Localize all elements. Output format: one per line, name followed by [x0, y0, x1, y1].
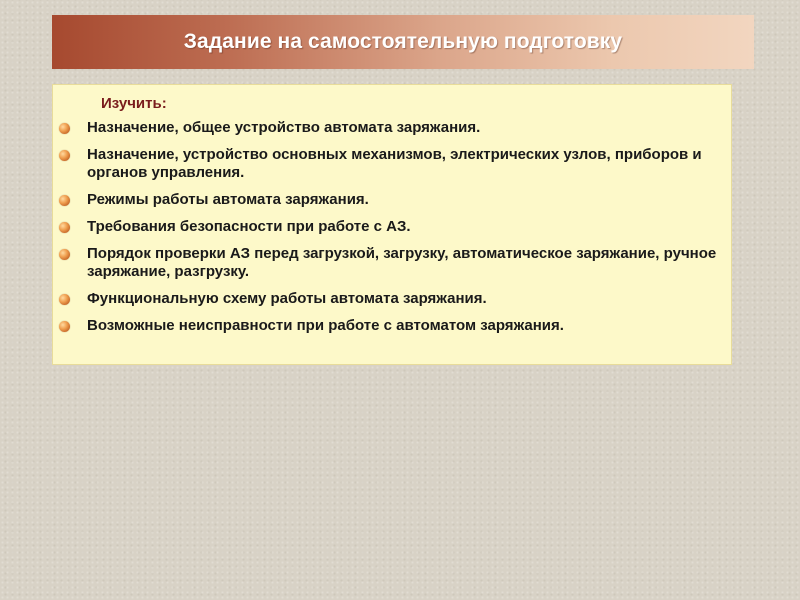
list-item-text: Режимы работы автомата заряжания. — [87, 191, 369, 208]
topic-list — [59, 119, 717, 335]
list-item — [59, 146, 717, 182]
list-item — [59, 290, 717, 308]
list-item-text: Назначение, устройство основных механизмов, электрических узлов, приборов и органов управления. — [87, 146, 702, 181]
list-item — [59, 218, 717, 236]
list-item — [59, 317, 717, 335]
bullet-icon — [59, 249, 70, 260]
bullet-icon — [59, 150, 70, 161]
study-heading: Изучить: — [101, 95, 167, 112]
list-item — [59, 119, 717, 137]
bullet-icon — [59, 294, 70, 305]
bullet-icon — [59, 123, 70, 134]
bullet-icon — [59, 321, 70, 332]
bullet-icon — [59, 195, 70, 206]
list-item — [59, 245, 717, 281]
title-bar — [52, 15, 754, 69]
list-item-text: Функциональную схему работы автомата заряжания. — [87, 290, 487, 307]
bullet-icon — [59, 222, 70, 233]
list-item-text: Назначение, общее устройство автомата заряжания. — [87, 119, 481, 136]
list-item-text: Порядок проверки АЗ перед загрузкой, загрузку, автоматическое заряжание, ручное заряжание, разгрузку. — [87, 245, 717, 280]
content-box — [52, 84, 732, 365]
list-item — [59, 191, 717, 209]
list-item-text: Требования безопасности при работе с АЗ. — [87, 218, 411, 235]
list-item-text: Возможные неисправности при работе с автоматом заряжания. — [87, 317, 564, 334]
slide-title: Задание на самостоятельную подготовку — [183, 30, 623, 53]
